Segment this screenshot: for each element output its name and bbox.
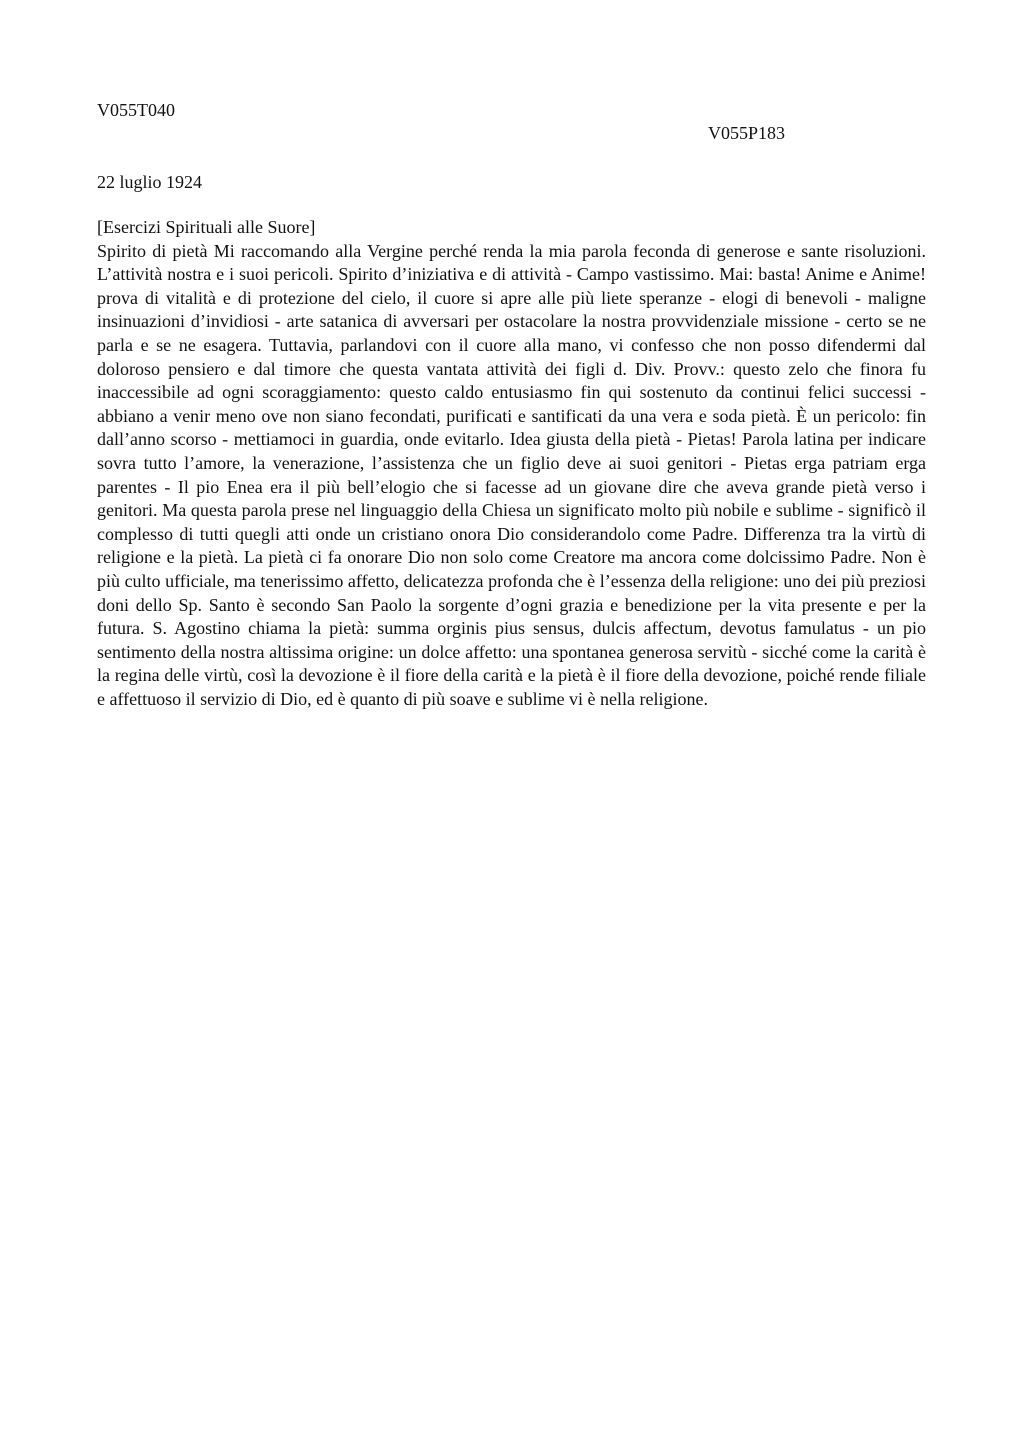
body-paragraph: Spirito di pietà Mi raccomando alla Vergine perché renda la mia parola feconda di generose e sante risoluzioni. L’attività nostra e i suoi pericoli. Spirito d’iniziativa e di attività - Campo vastissimo. Mai: basta! Anime e Anime! prova di vitalità e di protezione del cielo, il cuore si apre alle più liete speranze - elogi di benevoli - maligne insinuazioni d’invidiosi - arte satanica di avversari per ostacolare la nostra provvidenziale missione - certo se ne parla e se ne esagera. Tuttavia, parlandovi con il cuore alla mano, vi confesso che non posso difendermi dal doloroso pensiero e dal timore che questa vantata attività dei figli d. Div. Provv.: questo zelo che finora fu inaccessibile ad ogni scoraggiamento: questo caldo entusiasmo fin qui sostenuto da continui felici successi - abbiano a venir meno ove non siano fecondati, purificati e santificati da una vera e soda pietà. È un pericolo: fin dall’anno scorso - mettiamoci in guardia, onde evitarlo. Idea giusta della pietà - Pietas! Parola latina per indicare sovra tutto l’amore, la venerazione, l’assistenza che un figlio deve ai suoi genitori - Pietas erga patriam erga parentes - Il pio Enea era il più bell’elogio che si facesse ad un giovane dire che aveva grande pietà verso i genitori. Ma questa parola prese nel linguaggio della Chiesa un significato molto più nobile e sublime - significò il complesso di tutti quegli atti onde un cristiano onora Dio considerandolo come Padre. Differenza tra la virtù di religione e la pietà. La pietà ci fa onorare Dio non solo come Creatore ma ancora come dolcissimo Padre. Non è più culto ufficiale, ma tenerissimo affetto, delicatezza profonda che è l’essenza della religione: uno dei più preziosi doni dello Sp. Santo è secondo San Paolo la sorgente d’ogni grazia e benedizione per la vita presente e per la futura. S. Agostino chiama la pietà: summa orginis pius sensus, dulcis affectum, devotus famulatus - un pio sentimento della nostra altissima origine: un dolce affetto: una spontanea generosa servitù - sicché come la carità è la regina delle virtù, così la devozione è il fiore della carità e la pietà è il fiore della devozione, poiché rende filiale e affettuoso il servizio di Dio, ed è quanto di più soave e sublime vi è nella religione. [97,240,926,709]
section-heading: [Esercizi Spirituali alle Suore] [97,217,316,237]
document-body [97,216,926,711]
page-code: V055P183 [708,123,786,143]
document-date: 22 luglio 1924 [97,172,203,192]
document-code: V055T040 [97,100,175,120]
